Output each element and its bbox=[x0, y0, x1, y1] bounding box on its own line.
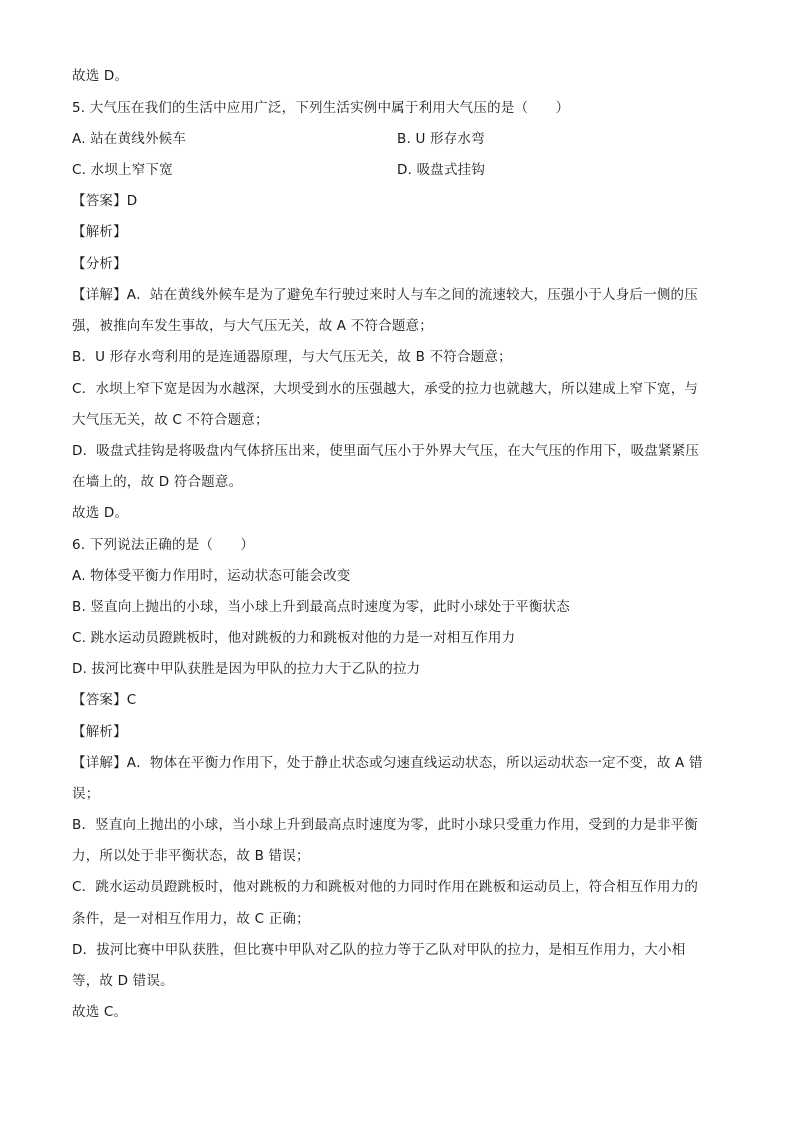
text-line: B. 竖直向上抛出的小球，当小球上升到最高点时速度为零，此时小球处于平衡状态 bbox=[72, 599, 570, 615]
text-line: 强，被推向车发生事故，与大气压无关，故 A 不符合题意； bbox=[72, 318, 433, 334]
text-line: 故选 C。 bbox=[72, 1004, 128, 1020]
text-line: D. 拔河比赛中甲队获胜是因为甲队的拉力大于乙队的拉力 bbox=[72, 661, 421, 677]
text-line: C．跳水运动员蹬跳板时，他对跳板的力和跳板对他的力同时作用在跳板和运动员上，符合相互作用力的 bbox=[72, 879, 699, 895]
text-line: C．水坝上窄下宽是因为水越深，大坝受到水的压强越大，承受的拉力也就越大，所以建成上窄下宽，与 bbox=[72, 381, 699, 397]
text-line: 误； bbox=[72, 786, 100, 802]
text-line: 大气压无关，故 C 不符合题意； bbox=[72, 412, 269, 428]
option-right: D. 吸盘式挂钩 bbox=[397, 162, 486, 178]
text-line: 故选 D。 bbox=[72, 505, 129, 521]
text-line: C. 跳水运动员蹬跳板时，他对跳板的力和跳板对他的力是一对相互作用力 bbox=[72, 630, 516, 646]
text-line: 6. 下列说法正确的是（ ） bbox=[72, 537, 255, 553]
text-line: A. 物体受平衡力作用时，运动状态可能会改变 bbox=[72, 568, 351, 584]
text-line: B．竖直向上抛出的小球，当小球上升到最高点时速度为零，此时小球只受重力作用，受到的力是非平衡 bbox=[72, 817, 698, 833]
text-line: 在墙上的，故 D 符合题意。 bbox=[72, 474, 243, 490]
text-line: 【答案】D bbox=[72, 193, 138, 209]
text-line: D．拔河比赛中甲队获胜，但比赛中甲队对乙队的拉力等于乙队对甲队的拉力，是相互作用力，大小相 bbox=[72, 942, 686, 958]
text-line: 【答案】C bbox=[72, 692, 137, 708]
text-line: 力，所以处于非平衡状态，故 B 错误； bbox=[72, 848, 310, 864]
text-line: 【解析】 bbox=[72, 724, 127, 740]
text-line: 【详解】A．站在黄线外候车是为了避免车行驶过来时人与车之间的流速较大，压强小于人身后一侧的压 bbox=[72, 287, 698, 303]
option-right: B. U 形存水弯 bbox=[397, 131, 485, 147]
text-line: 条件，是一对相互作用力，故 C 正确； bbox=[72, 911, 310, 927]
text-line: 故选 D。 bbox=[72, 68, 129, 84]
text-line: C. 水坝上窄下宽 bbox=[72, 162, 173, 178]
text-line: B．U 形存水弯利用的是连通器原理，与大气压无关，故 B 不符合题意； bbox=[72, 349, 512, 365]
text-line: 【分析】 bbox=[72, 256, 127, 272]
text-line: 【详解】A．物体在平衡力作用下，处于静止状态或匀速直线运动状态，所以运动状态一定不变，故 A 错 bbox=[72, 755, 703, 771]
text-line: D．吸盘式挂钩是将吸盘内气体挤压出来，使里面气压小于外界大气压，在大气压的作用下，吸盘紧紧压 bbox=[72, 443, 700, 459]
text-line: A. 站在黄线外候车 bbox=[72, 131, 187, 147]
text-line: 【解析】 bbox=[72, 224, 127, 240]
text-line: 等，故 D 错误。 bbox=[72, 973, 174, 989]
text-line: 5. 大气压在我们的生活中应用广泛，下列生活实例中属于利用大气压的是（ ） bbox=[72, 100, 570, 116]
